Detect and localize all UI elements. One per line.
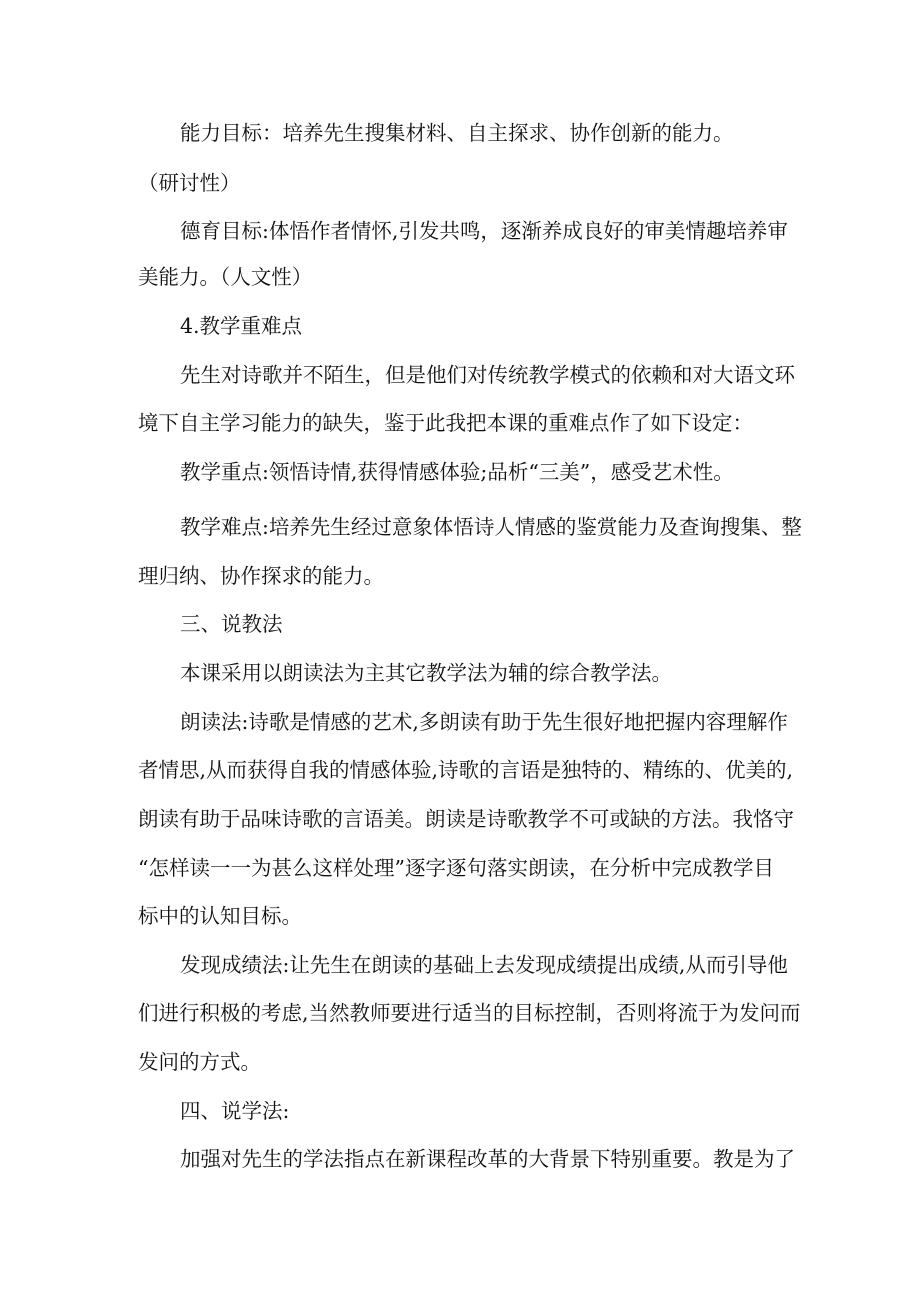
paragraph-method-overview: 本课采用以朗读法为主其它教学法为辅的综合教学法。 [180, 661, 672, 685]
paragraph-reading-method-cont-3: “怎样读一一为甚么这样处理”逐字逐句落实朗读，在分析中完成教学目 [138, 856, 774, 880]
heading-learning-method: 四、说学法: [180, 1099, 290, 1123]
paragraph-discovery-method: 发现成绩法:让先生在朗读的基础上去发现成绩提出成绩,从而引导他 [180, 953, 788, 977]
paragraph-teaching-focus: 教学重点:领悟诗情,获得情感体验;品析“三美”，感受艺术性。 [180, 460, 734, 484]
paragraph-ability-goal-note: （研讨性） [138, 171, 241, 195]
paragraph-reading-method: 朗读法:诗歌是情感的艺术,多朗读有助于先生很好地把握内容理解作 [180, 710, 788, 734]
heading-key-difficult-points: 4.教学重难点 [180, 314, 303, 338]
paragraph-reading-method-cont-2: 朗读有助于品味诗歌的言语美。朗读是诗歌教学不可或缺的方法。我恪守 [138, 807, 794, 831]
paragraph-teaching-difficulty-cont: 理归纳、协作探求的能力。 [138, 564, 384, 588]
paragraph-ability-goal: 能力目标：培养先生搜集材料、自主探求、协作创新的能力。 [180, 121, 734, 145]
paragraph-moral-goal-cont: 美能力。（人文性） [138, 265, 313, 289]
paragraph-discovery-method-cont-1: 们进行积极的考虑,当然教师要进行适当的目标控制，否则将流于为发问而 [138, 1001, 801, 1025]
paragraph-student-situation-cont: 境下自主学习能力的缺失，鉴于此我把本课的重难点作了如下设定： [138, 411, 753, 435]
paragraph-reading-method-cont-1: 者情思,从而获得自我的情感体验,诗歌的言语是独特的、精练的、优美的, [138, 758, 794, 782]
paragraph-teaching-difficulty: 教学难点:培养先生经过意象体悟诗人情感的鉴赏能力及查询搜集、整 [180, 515, 802, 539]
paragraph-reading-method-cont-4: 标中的认知目标。 [138, 904, 302, 928]
paragraph-learning-guidance: 加强对先生的学法指点在新课程改革的大背景下特别重要。教是为了 [180, 1147, 795, 1171]
paragraph-moral-goal: 德育目标:体悟作者情怀,引发共鸣，逐渐养成良好的审美情趣培养审 [180, 219, 788, 243]
heading-teaching-method: 三、说教法 [180, 612, 283, 636]
paragraph-student-situation: 先生对诗歌并不陌生，但是他们对传统教学模式的依赖和对大语文环 [180, 363, 795, 387]
paragraph-discovery-method-cont-2: 发问的方式。 [138, 1050, 261, 1074]
